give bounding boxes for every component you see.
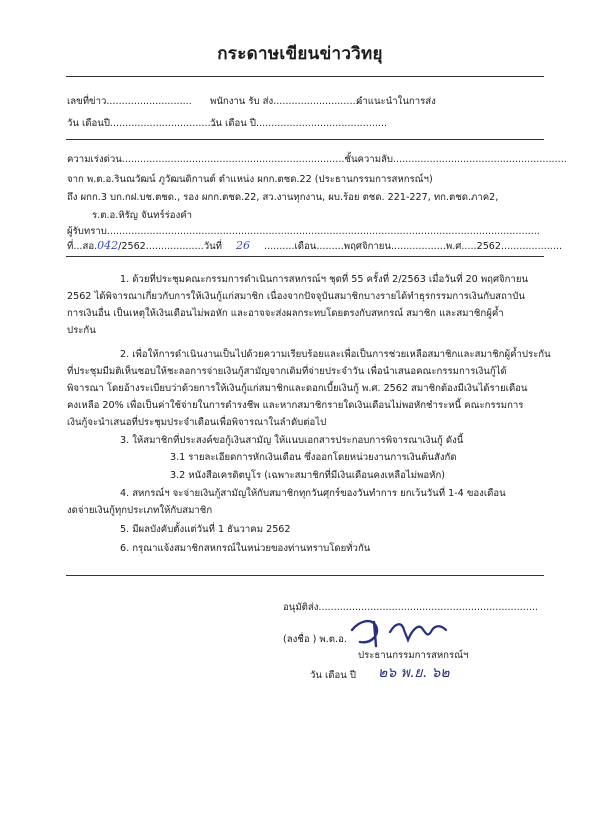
news-number-field: เลขที่ข่าว............................ bbox=[67, 96, 192, 107]
paragraph-2-line-3: พิจารณา โดยอ้างระเบียบว่าด้วยการให้เงินกู้แก่สมาชิกและดอกเบี้ยเงินกู้ พ.ศ. 2562 สมาชิกต้องมีเงินได้รายเดือน bbox=[67, 383, 528, 394]
reference-number: 042 bbox=[97, 239, 119, 252]
reference-year: /2562...................วันที่ bbox=[118, 241, 222, 252]
paragraph-1-line-3: การเงินอื่น เป็นเหตุให้เงินเดือนไม่พอหัก และอาจจะส่งผลกระทบโดยตรงกับสหกรณ์ สมาชิก และสมาชิกผู้ค้ำ bbox=[67, 308, 504, 319]
header-rule bbox=[66, 139, 544, 140]
urgency-field: ความเร่งด่วน.........................................................................ชั้นความลับ......................................................... bbox=[67, 154, 567, 165]
signature-date-handwritten: ๒๖ พ.ย. ๖๒ bbox=[378, 665, 450, 681]
reference-month: ..........เดือน.........พฤศจิกายน..................พ.ศ.....2562.................... bbox=[264, 241, 563, 252]
paragraph-2-line-2: ที่ประชุมมีมติเห็นชอบให้ชะลอการจ่ายเงินกู้สามัญจากเดิมที่จ่ายประจำวัน เพื่อนำเสนอคณะกรรมการเงินกู้ได้ bbox=[67, 366, 507, 377]
paragraph-6: 6. กรุณาแจ้งสมาชิกสหกรณ์ในหน่วยของท่านทราบโดยทั่วกัน bbox=[120, 543, 371, 554]
paragraph-2-line-4: คงเหลือ 20% เพื่อเป็นค่าใช้จ่ายในการดำรงชีพ และหากสมาชิกรายใดเงินเดือนไม่พอหักชำระหนี้ คณะกรรมการ bbox=[67, 400, 524, 411]
paragraph-1-line-1: 1. ด้วยที่ประชุมคณะกรรมการดำเนินการสหกรณ์ฯ ชุดที่ 55 ครั้งที่ 2/2563 เมื่อวันที่ 20 พฤศจิกายน bbox=[120, 274, 529, 285]
signed-label: (ลงชื่อ ) พ.ต.อ. bbox=[283, 634, 347, 645]
signature-mark bbox=[346, 612, 466, 652]
approval-field: อนุมัติส่ง........................................................................ bbox=[283, 602, 538, 613]
paragraph-4-line-1: 4. สหกรณ์ฯ จะจ่ายเงินกู้สามัญให้กับสมาชิกทุกวันศุกร์ของวันทำการ ยกเว้นวันที่ 1-4 ของเดือน bbox=[120, 488, 506, 499]
instruction-label: คำแนะนำในการส่ง bbox=[356, 96, 436, 107]
to-line-continued: ร.ต.อ.หิรัญ จันทร์ร่องคำ bbox=[92, 210, 193, 221]
paragraph-1-line-4: ประกัน bbox=[67, 325, 96, 336]
reference-line bbox=[67, 239, 562, 254]
date-right-field: วัน เดือน ปี........................................... bbox=[210, 118, 388, 129]
paragraph-1-line-2: 2562 ได้พิจารณาเกี่ยวกับการให้เงินกู้แก่สมาชิก เนื่องจากปัจจุบันสมาชิกบางรายได้ทำธุรกรรมการเงินกับสถาบัน bbox=[67, 291, 525, 302]
signature-date-label: วัน เดือน ปี bbox=[310, 670, 356, 681]
routing-rule bbox=[66, 256, 544, 257]
paragraph-3-1: 3.1 รายละเอียดการหักเงินเดือน ซึ่งออกโดยหน่วยงานการเงินต้นสังกัด bbox=[170, 452, 457, 463]
received-field: พนักงาน รับ ส่ง............................. bbox=[210, 96, 362, 107]
cc-field: ผู้รับทราบ.............................................................................................................................................. bbox=[67, 226, 540, 237]
paragraph-2-line-1: 2. เพื่อให้การดำเนินงานเป็นไปด้วยความเรียบร้อยและเพื่อเป็นการช่วยเหลือสมาชิกและสมาชิกผู้ค้ำประกัน bbox=[120, 349, 551, 360]
position-label: ประธานกรรมการสหกรณ์ฯ bbox=[358, 650, 469, 661]
paragraph-3: 3. ให้สมาชิกที่ประสงค์ขอกู้เงินสามัญ ให้แนบเอกสารประกอบการพิจารณาเงินกู้ ดังนี้ bbox=[120, 435, 464, 446]
document-title: กระดาษเขียนข่าววิทยุ bbox=[217, 44, 383, 64]
paragraph-4-line-2: งดจ่ายเงินกู้ทุกประเภทให้กับสมาชิก bbox=[67, 505, 213, 516]
paragraph-3-2: 3.2 หนังสือเครดิตบูโร (เฉพาะสมาชิกที่มีเงินเดือนคงเหลือไม่พอหัก) bbox=[170, 470, 446, 481]
body-rule bbox=[66, 575, 544, 576]
paragraph-2-line-5: เงินกู้จะนำเสนอที่ประชุมประจำเดือนเพื่อพิจารณาในลำดับต่อไป bbox=[67, 417, 327, 428]
paragraph-5: 5. มีผลบังคับตั้งแต่วันที่ 1 ธันวาคม 2562 bbox=[120, 524, 291, 535]
from-line: จาก พ.ต.อ.รินณวัฒน์ ภูวัฒนดิกานต์ ตำแหน่ง ผกก.ตชด.22 (ประธานกรรมการสหกรณ์ฯ) bbox=[67, 174, 433, 185]
reference-prefix: ที่...สอ. bbox=[67, 241, 98, 252]
title-rule bbox=[66, 76, 544, 77]
to-line: ถึง ผกก.3 บก.กฝ.บช.ตชด., รอง ผกก.ตชด.22, สว.งานทุกงาน, ผบ.ร้อย ตชด. 221-227, ทก.ตชด.ภาค2, bbox=[67, 192, 499, 203]
date-left-field: วัน เดือนปี.................................... bbox=[67, 118, 220, 129]
reference-day: 26 bbox=[236, 239, 250, 252]
